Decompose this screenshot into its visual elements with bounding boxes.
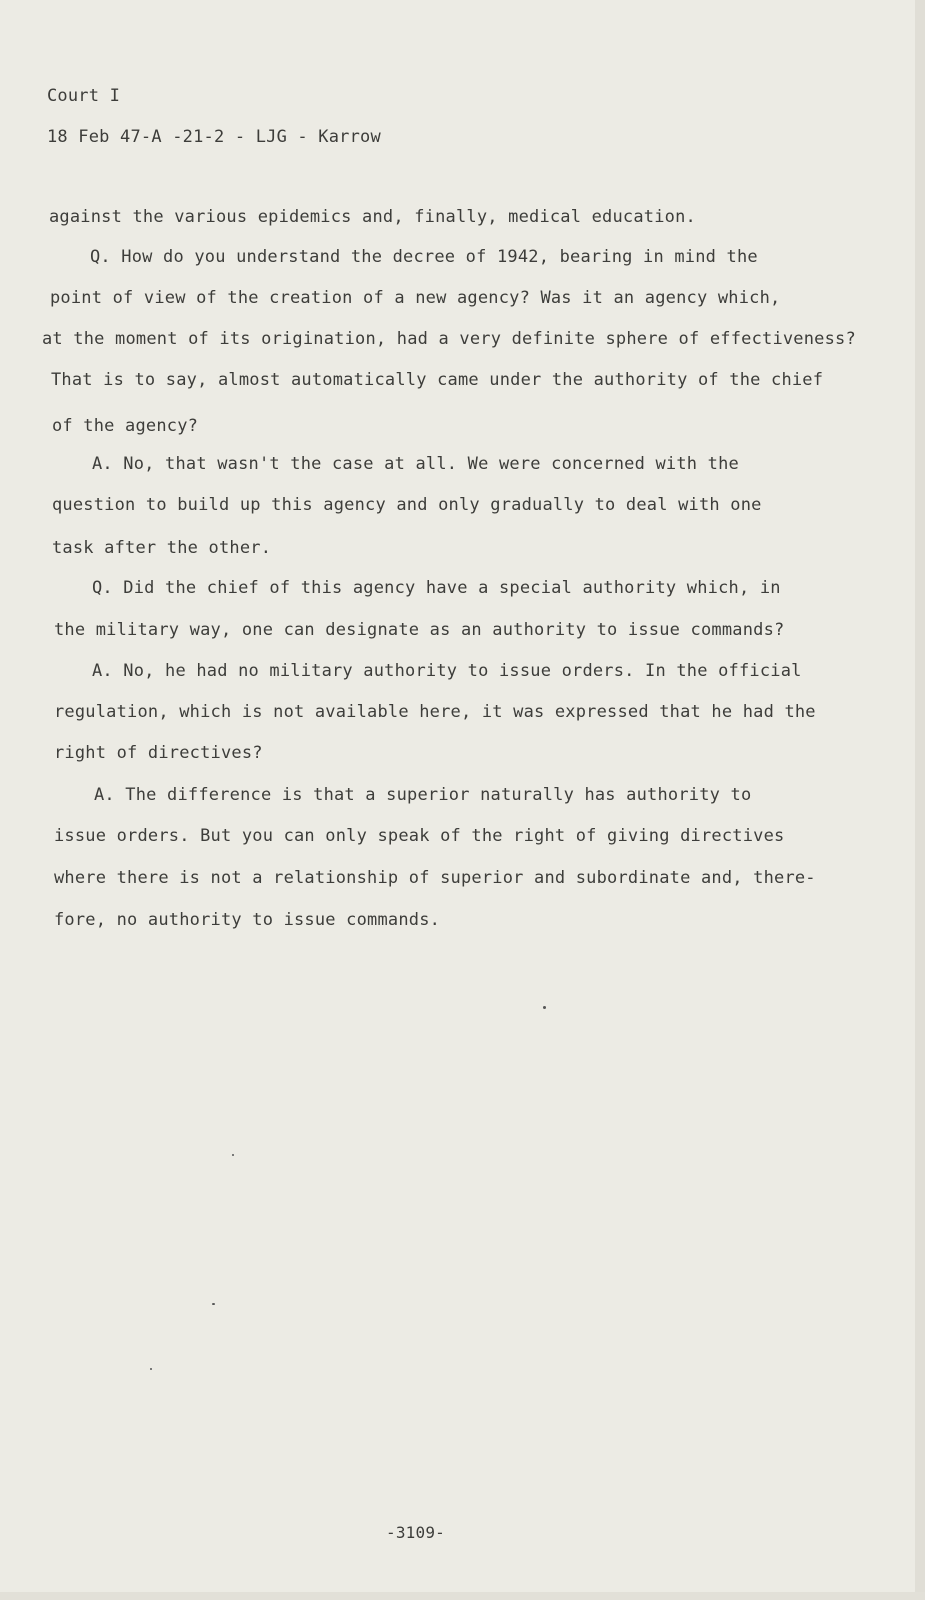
transcript-line: A. No, that wasn't the case at all. We were concerned with the xyxy=(92,454,739,474)
transcript-line: That is to say, almost automatically came under the authority of the chief xyxy=(51,370,824,390)
transcript-line: point of view of the creation of a new agency? Was it an agency which, xyxy=(50,288,781,308)
transcript-line: question to build up this agency and only gradually to deal with one xyxy=(52,495,762,515)
paper-speck xyxy=(543,1006,546,1009)
transcript-line: issue orders. But you can only speak of the right of giving directives xyxy=(54,826,785,846)
transcript-line: at the moment of its origination, had a very definite sphere of effectiveness? xyxy=(42,329,856,349)
paper-speck xyxy=(232,1154,234,1156)
court-label: Court I xyxy=(47,86,121,106)
transcript-line: right of directives? xyxy=(54,743,263,763)
transcript-line: A. No, he had no military authority to issue orders. In the official xyxy=(92,661,802,681)
transcript-line: where there is not a relationship of superior and subordinate and, there- xyxy=(54,868,816,888)
transcript-line: Q. How do you understand the decree of 1942, bearing in mind the xyxy=(90,247,758,267)
transcript-line: the military way, one can designate as an authority to issue commands? xyxy=(54,620,785,640)
transcript-line: against the various epidemics and, finally, medical education. xyxy=(49,207,696,227)
transcript-line: task after the other. xyxy=(52,538,272,558)
session-reference: 18 Feb 47-A -21-2 - LJG - Karrow xyxy=(47,127,381,147)
page-edge-bottom xyxy=(0,1592,925,1600)
paper-speck xyxy=(150,1368,152,1370)
paper-speck xyxy=(212,1303,215,1305)
transcript-line: A. The difference is that a superior naturally has authority to xyxy=(94,785,752,805)
transcript-line: regulation, which is not available here, it was expressed that he had the xyxy=(54,702,816,722)
transcript-line: of the agency? xyxy=(52,416,199,436)
transcript-line: fore, no authority to issue commands. xyxy=(54,910,441,930)
page-number: -3109- xyxy=(386,1523,445,1542)
transcript-line: Q. Did the chief of this agency have a special authority which, in xyxy=(92,578,781,598)
page-edge-right xyxy=(915,0,925,1600)
